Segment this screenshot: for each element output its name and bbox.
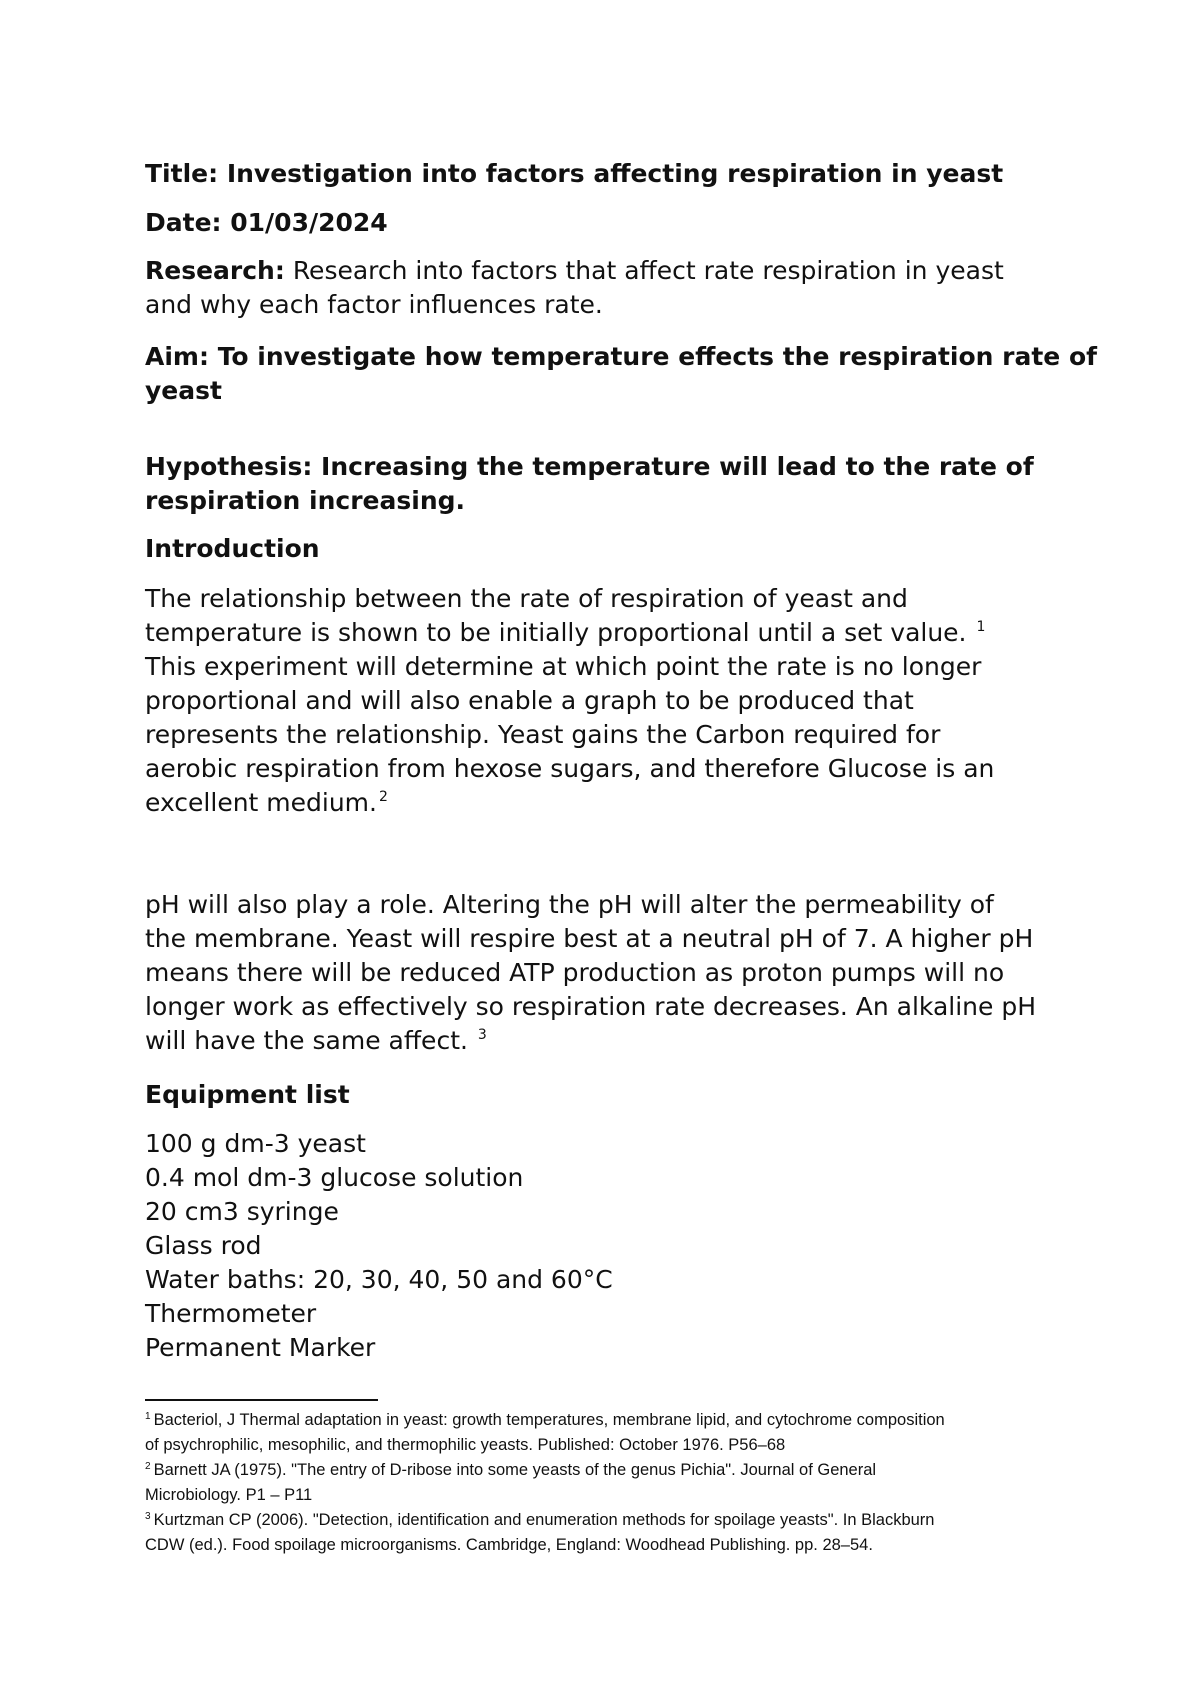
- intro-p1-line-7: [145, 786, 388, 824]
- intro-p1-line-3: This experiment will determine at which point the rate is no longer: [145, 652, 982, 681]
- intro-p2-line-2: the membrane. Yeast will respire best at a neutral pH of 7. A higher pH: [145, 924, 1034, 953]
- intro-p2-line-4: longer work as effectively so respiration rate decreases. An alkaline pH: [145, 992, 1037, 1021]
- aim-line-1: [145, 340, 1097, 374]
- equipment-item: Thermometer: [145, 1299, 317, 1328]
- footnote-1-number: 1: [145, 1411, 151, 1422]
- intro-p1-line-4: proportional and will also enable a graph to be produced that: [145, 686, 914, 715]
- footnote-3-line-1: [145, 1508, 934, 1535]
- hypothesis-text-1: Increasing the temperature will lead to the rate of: [321, 452, 1034, 481]
- equipment-item: Glass rod: [145, 1231, 262, 1260]
- hypothesis-line-1: [145, 450, 1034, 484]
- intro-p2-line-5: [145, 1024, 487, 1062]
- aim-text-1: To investigate how temperature effects the respiration rate of: [217, 342, 1098, 371]
- footnote-2-number: 2: [145, 1461, 151, 1472]
- research-text-1: Research into factors that affect rate respiration in yeast: [292, 256, 1004, 285]
- equipment-item: 0.4 mol dm-3 glucose solution: [145, 1163, 524, 1192]
- footnote-ref-1[interactable]: 1: [976, 619, 986, 635]
- introduction-heading: Introduction: [145, 534, 320, 563]
- footnote-2-text-1: Barnett JA (1975). "The entry of D-ribose into some yeasts of the genus Pichia". Journal of General: [153, 1461, 877, 1479]
- equipment-item: 100 g dm-3 yeast: [145, 1129, 366, 1158]
- date-label: Date:: [145, 208, 222, 237]
- intro-p2-line-1: pH will also play a role. Altering the pH will alter the permeability of: [145, 890, 994, 919]
- date-value: 01/03/2024: [230, 208, 388, 237]
- footnote-3-text-1: Kurtzman CP (2006). "Detection, identification and enumeration methods for spoilage yeasts". In Blackburn: [153, 1511, 935, 1529]
- equipment-item: Permanent Marker: [145, 1333, 376, 1362]
- intro-p2-line-5-text: will have the same affect.: [145, 1026, 468, 1055]
- equipment-item: 20 cm3 syringe: [145, 1197, 339, 1226]
- intro-p1-line-7-text: excellent medium.: [145, 788, 377, 817]
- equipment-heading: Equipment list: [145, 1080, 350, 1109]
- title-line: [145, 157, 1003, 191]
- research-line-1: [145, 254, 1004, 288]
- title-text: Investigation into factors affecting respiration in yeast: [226, 159, 1004, 188]
- equipment-item: Water baths: 20, 30, 40, 50 and 60°C: [145, 1265, 613, 1294]
- title-label: Title:: [145, 159, 219, 188]
- intro-p2-line-3: means there will be reduced ATP production as proton pumps will no: [145, 958, 1005, 987]
- footnote-separator: [145, 1399, 378, 1401]
- footnote-2-line-2: Microbiology. P1 – P11: [145, 1486, 313, 1504]
- research-line-2: and why each factor influences rate.: [145, 290, 603, 319]
- aim-line-2: yeast: [145, 376, 222, 405]
- footnote-2-line-1: [145, 1458, 876, 1485]
- intro-p1-line-2-text: temperature is shown to be initially proportional until a set value.: [145, 618, 967, 647]
- footnote-ref-2[interactable]: 2: [378, 789, 388, 805]
- footnote-3-number: 3: [145, 1511, 151, 1522]
- footnote-3-line-2: CDW (ed.). Food spoilage microorganisms. Cambridge, England: Woodhead Publishing. pp. 28–54.: [145, 1536, 873, 1554]
- footnote-ref-3[interactable]: 3: [477, 1027, 487, 1043]
- hypothesis-line-2: respiration increasing.: [145, 486, 466, 515]
- intro-p1-line-2: [145, 616, 985, 654]
- intro-p1-line-6: aerobic respiration from hexose sugars, and therefore Glucose is an: [145, 754, 995, 783]
- research-label: Research:: [145, 256, 285, 285]
- footnote-1-text-1: Bacteriol, J Thermal adaptation in yeast: growth temperatures, membrane lipid, and cytochrome composition: [153, 1411, 945, 1429]
- footnote-1-line-2: of psychrophilic, mesophilic, and thermophilic yeasts. Published: October 1976. P56–68: [145, 1436, 786, 1454]
- intro-p1-line-1: The relationship between the rate of respiration of yeast and: [145, 584, 908, 613]
- hypothesis-label: Hypothesis:: [145, 452, 313, 481]
- aim-label: Aim:: [145, 342, 209, 371]
- footnote-1-line-1: [145, 1408, 945, 1435]
- date-line: [145, 206, 388, 240]
- intro-p1-line-5: represents the relationship. Yeast gains the Carbon required for: [145, 720, 941, 749]
